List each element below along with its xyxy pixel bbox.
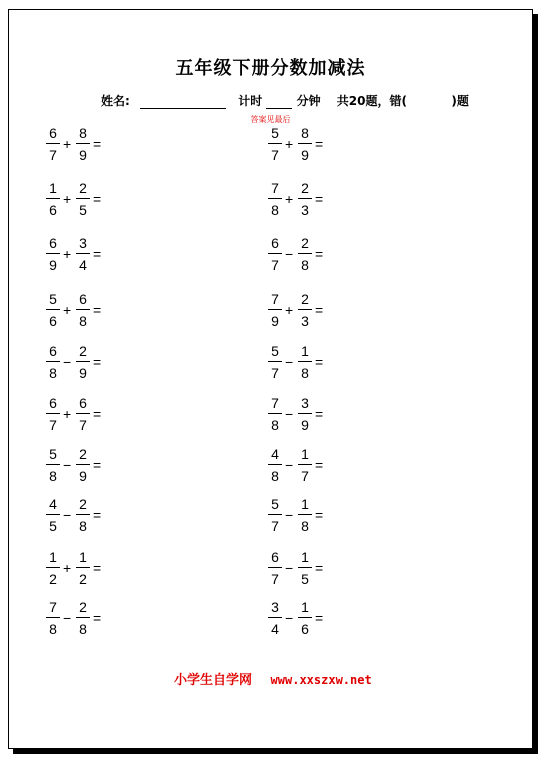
fraction bbox=[76, 395, 90, 433]
fraction bbox=[76, 180, 90, 218]
fraction bbox=[298, 599, 312, 637]
equals-sign: = bbox=[315, 302, 324, 318]
fraction bbox=[298, 446, 312, 484]
numerator: 2 bbox=[301, 235, 309, 251]
fraction bbox=[46, 125, 60, 163]
operator: − bbox=[285, 354, 294, 370]
denominator: 8 bbox=[79, 313, 87, 329]
numerator: 6 bbox=[271, 235, 279, 251]
operator: − bbox=[285, 560, 294, 576]
numerator: 8 bbox=[79, 125, 87, 141]
denominator: 2 bbox=[79, 571, 87, 587]
footer-site: www.xxszxw.net bbox=[270, 673, 372, 687]
denominator: 8 bbox=[49, 621, 57, 637]
fraction-bar bbox=[46, 361, 60, 362]
fraction-bar bbox=[46, 413, 60, 414]
equals-sign: = bbox=[93, 302, 102, 318]
worksheet-title: 五年级下册分数加减法 bbox=[175, 58, 366, 79]
fraction-bar bbox=[298, 143, 312, 144]
fraction-bar bbox=[298, 309, 312, 310]
numerator: 5 bbox=[271, 125, 279, 141]
time-label: 计时 bbox=[238, 94, 263, 108]
fraction bbox=[46, 291, 60, 329]
fraction-bar bbox=[46, 617, 60, 618]
fraction-bar bbox=[268, 143, 282, 144]
numerator: 3 bbox=[79, 235, 87, 251]
numerator: 4 bbox=[49, 496, 57, 512]
fraction bbox=[298, 291, 312, 329]
denominator: 7 bbox=[271, 257, 279, 273]
denominator: 8 bbox=[301, 365, 309, 381]
fraction bbox=[76, 446, 90, 484]
fraction bbox=[298, 125, 312, 163]
fraction-bar bbox=[268, 617, 282, 618]
equals-sign: = bbox=[93, 457, 102, 473]
operator: + bbox=[63, 246, 72, 262]
denominator: 8 bbox=[301, 257, 309, 273]
operator: − bbox=[285, 246, 294, 262]
denominator: 5 bbox=[301, 571, 309, 587]
denominator: 3 bbox=[301, 313, 309, 329]
operator: − bbox=[285, 457, 294, 473]
denominator: 9 bbox=[301, 417, 309, 433]
numerator: 1 bbox=[301, 343, 309, 359]
denominator: 7 bbox=[271, 518, 279, 534]
fraction bbox=[46, 395, 60, 433]
fraction bbox=[268, 395, 282, 433]
operator: + bbox=[63, 302, 72, 318]
denominator: 7 bbox=[79, 417, 87, 433]
fraction-bar bbox=[298, 361, 312, 362]
denominator: 9 bbox=[79, 468, 87, 484]
equals-sign: = bbox=[315, 246, 324, 262]
equals-sign: = bbox=[315, 136, 324, 152]
numerator: 2 bbox=[79, 180, 87, 196]
fraction-bar bbox=[46, 198, 60, 199]
fraction-bar bbox=[298, 514, 312, 515]
denominator: 6 bbox=[49, 202, 57, 218]
numerator: 3 bbox=[271, 599, 279, 615]
fraction-bar bbox=[298, 413, 312, 414]
fraction bbox=[268, 549, 282, 587]
operator: − bbox=[63, 354, 72, 370]
fraction bbox=[76, 343, 90, 381]
fraction bbox=[268, 599, 282, 637]
numerator: 2 bbox=[79, 496, 87, 512]
fraction bbox=[46, 549, 60, 587]
worksheet-page bbox=[8, 9, 533, 749]
denominator: 7 bbox=[271, 147, 279, 163]
numerator: 1 bbox=[49, 180, 57, 196]
denominator: 5 bbox=[49, 518, 57, 534]
operator: − bbox=[63, 507, 72, 523]
numerator: 2 bbox=[79, 599, 87, 615]
denominator: 8 bbox=[79, 621, 87, 637]
denominator: 9 bbox=[79, 147, 87, 163]
footer bbox=[174, 669, 372, 688]
fraction bbox=[46, 343, 60, 381]
numerator: 7 bbox=[271, 395, 279, 411]
numerator: 6 bbox=[49, 235, 57, 251]
count-text: 共20题，错( bbox=[336, 94, 407, 108]
fraction-bar bbox=[76, 413, 90, 414]
fraction-bar bbox=[46, 253, 60, 254]
numerator: 5 bbox=[49, 446, 57, 462]
numerator: 7 bbox=[271, 291, 279, 307]
denominator: 6 bbox=[49, 313, 57, 329]
numerator: 5 bbox=[271, 496, 279, 512]
fraction-bar bbox=[76, 361, 90, 362]
numerator: 4 bbox=[271, 446, 279, 462]
numerator: 6 bbox=[49, 125, 57, 141]
fraction bbox=[268, 235, 282, 273]
fraction bbox=[76, 549, 90, 587]
fraction-bar bbox=[76, 514, 90, 515]
denominator: 8 bbox=[271, 202, 279, 218]
answer-note: 答案见最后 bbox=[250, 115, 291, 124]
operator: − bbox=[285, 507, 294, 523]
numerator: 6 bbox=[79, 291, 87, 307]
fraction bbox=[76, 235, 90, 273]
numerator: 7 bbox=[271, 180, 279, 196]
fraction bbox=[76, 599, 90, 637]
numerator: 5 bbox=[49, 291, 57, 307]
fraction-bar bbox=[76, 464, 90, 465]
equals-sign: = bbox=[315, 560, 324, 576]
numerator: 2 bbox=[79, 446, 87, 462]
fraction bbox=[46, 235, 60, 273]
fraction bbox=[46, 180, 60, 218]
fraction-bar bbox=[46, 309, 60, 310]
numerator: 6 bbox=[79, 395, 87, 411]
operator: + bbox=[63, 191, 72, 207]
fraction-bar bbox=[268, 253, 282, 254]
time-blank[interactable] bbox=[266, 96, 292, 109]
numerator: 2 bbox=[79, 343, 87, 359]
fraction bbox=[268, 446, 282, 484]
fraction-bar bbox=[76, 143, 90, 144]
fraction bbox=[268, 496, 282, 534]
name-blank[interactable] bbox=[140, 96, 226, 109]
numerator: 1 bbox=[79, 549, 87, 565]
fraction bbox=[298, 395, 312, 433]
name-label: 姓名: bbox=[101, 94, 130, 108]
numerator: 5 bbox=[271, 343, 279, 359]
denominator: 8 bbox=[301, 518, 309, 534]
operator: − bbox=[285, 406, 294, 422]
operator: − bbox=[63, 457, 72, 473]
operator: + bbox=[285, 136, 294, 152]
fraction bbox=[298, 496, 312, 534]
fraction-bar bbox=[268, 567, 282, 568]
denominator: 7 bbox=[49, 147, 57, 163]
fraction-bar bbox=[268, 464, 282, 465]
equals-sign: = bbox=[93, 136, 102, 152]
fraction-bar bbox=[268, 413, 282, 414]
denominator: 3 bbox=[301, 202, 309, 218]
end-text: )题 bbox=[451, 94, 469, 108]
numerator: 8 bbox=[301, 125, 309, 141]
equals-sign: = bbox=[315, 406, 324, 422]
fraction bbox=[76, 496, 90, 534]
fraction bbox=[46, 446, 60, 484]
fraction bbox=[268, 343, 282, 381]
equals-sign: = bbox=[315, 354, 324, 370]
numerator: 1 bbox=[49, 549, 57, 565]
fraction-bar bbox=[268, 198, 282, 199]
fraction bbox=[298, 343, 312, 381]
denominator: 8 bbox=[271, 468, 279, 484]
fraction bbox=[46, 599, 60, 637]
minute-label: 分钟 bbox=[296, 94, 321, 108]
denominator: 8 bbox=[49, 468, 57, 484]
equals-sign: = bbox=[93, 354, 102, 370]
equals-sign: = bbox=[315, 610, 324, 626]
numerator: 1 bbox=[301, 446, 309, 462]
fraction-bar bbox=[76, 567, 90, 568]
fraction bbox=[46, 496, 60, 534]
equals-sign: = bbox=[93, 246, 102, 262]
denominator: 9 bbox=[271, 313, 279, 329]
operator: + bbox=[285, 302, 294, 318]
denominator: 8 bbox=[49, 365, 57, 381]
equals-sign: = bbox=[93, 406, 102, 422]
denominator: 7 bbox=[271, 571, 279, 587]
numerator: 3 bbox=[301, 395, 309, 411]
fraction-bar bbox=[46, 464, 60, 465]
equals-sign: = bbox=[93, 191, 102, 207]
numerator: 6 bbox=[49, 395, 57, 411]
operator: + bbox=[285, 191, 294, 207]
numerator: 6 bbox=[271, 549, 279, 565]
fraction bbox=[76, 291, 90, 329]
student-info-line bbox=[101, 92, 469, 109]
equals-sign: = bbox=[93, 507, 102, 523]
equals-sign: = bbox=[315, 457, 324, 473]
denominator: 8 bbox=[79, 518, 87, 534]
denominator: 4 bbox=[271, 621, 279, 637]
denominator: 4 bbox=[79, 257, 87, 273]
denominator: 7 bbox=[271, 365, 279, 381]
fraction-bar bbox=[268, 309, 282, 310]
fraction-bar bbox=[46, 143, 60, 144]
numerator: 1 bbox=[301, 496, 309, 512]
fraction-bar bbox=[76, 617, 90, 618]
denominator: 6 bbox=[301, 621, 309, 637]
fraction bbox=[268, 125, 282, 163]
numerator: 1 bbox=[301, 599, 309, 615]
fraction bbox=[298, 180, 312, 218]
footer-brand: 小学生自学网 bbox=[174, 673, 253, 688]
fraction bbox=[76, 125, 90, 163]
operator: + bbox=[63, 136, 72, 152]
operator: + bbox=[63, 406, 72, 422]
denominator: 8 bbox=[271, 417, 279, 433]
equals-sign: = bbox=[315, 191, 324, 207]
operator: + bbox=[63, 560, 72, 576]
fraction-bar bbox=[76, 309, 90, 310]
operator: − bbox=[285, 610, 294, 626]
fraction-bar bbox=[298, 567, 312, 568]
fraction bbox=[268, 180, 282, 218]
numerator: 2 bbox=[301, 180, 309, 196]
numerator: 7 bbox=[49, 599, 57, 615]
fraction bbox=[268, 291, 282, 329]
denominator: 9 bbox=[79, 365, 87, 381]
fraction bbox=[298, 235, 312, 273]
fraction bbox=[298, 549, 312, 587]
denominator: 2 bbox=[49, 571, 57, 587]
denominator: 5 bbox=[79, 202, 87, 218]
fraction-bar bbox=[76, 198, 90, 199]
numerator: 2 bbox=[301, 291, 309, 307]
equals-sign: = bbox=[93, 560, 102, 576]
fraction-bar bbox=[298, 253, 312, 254]
denominator: 9 bbox=[301, 147, 309, 163]
denominator: 7 bbox=[49, 417, 57, 433]
numerator: 1 bbox=[301, 549, 309, 565]
numerator: 6 bbox=[49, 343, 57, 359]
denominator: 7 bbox=[301, 468, 309, 484]
equals-sign: = bbox=[315, 507, 324, 523]
fraction-bar bbox=[268, 361, 282, 362]
equals-sign: = bbox=[93, 610, 102, 626]
fraction-bar bbox=[46, 567, 60, 568]
fraction-bar bbox=[268, 514, 282, 515]
fraction-bar bbox=[46, 514, 60, 515]
fraction-bar bbox=[298, 617, 312, 618]
denominator: 9 bbox=[49, 257, 57, 273]
operator: − bbox=[63, 610, 72, 626]
fraction-bar bbox=[76, 253, 90, 254]
fraction-bar bbox=[298, 198, 312, 199]
fraction-bar bbox=[298, 464, 312, 465]
